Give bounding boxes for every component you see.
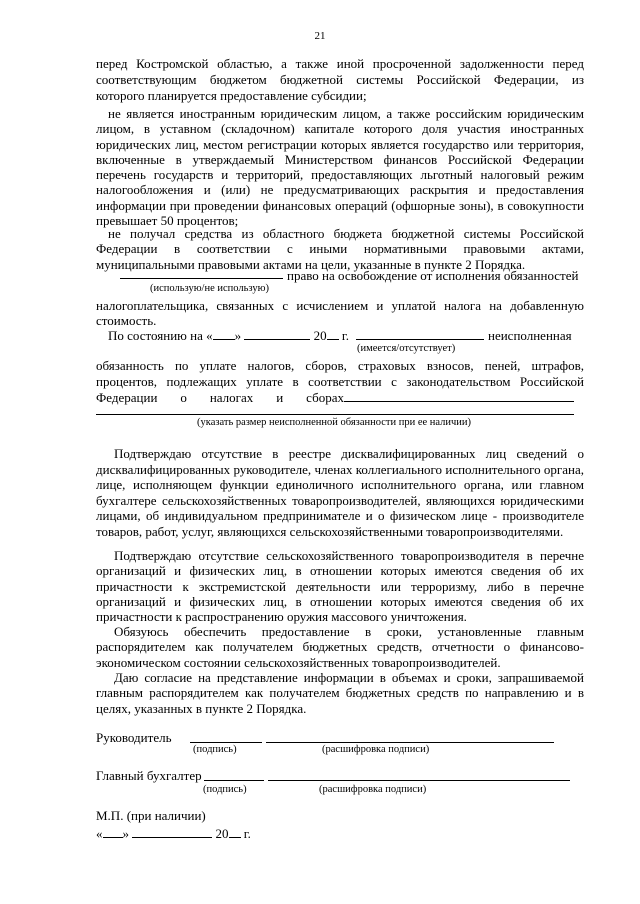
signature-date-open: «	[96, 826, 103, 841]
date-state-close: »	[234, 328, 242, 343]
signature-date-year: 20	[215, 826, 229, 841]
status-tail: неисполненная	[488, 328, 572, 343]
signature-date-day-blank	[103, 826, 123, 838]
page-number: 21	[314, 30, 326, 42]
obligation-blank-1	[344, 401, 574, 402]
signature-date-month-blank	[132, 826, 212, 838]
head-decode-line	[266, 742, 554, 743]
vat-exemption-rest: налогоплательщика, связанных с исчислением и уплатой налога на добавленную стоимость.	[96, 298, 584, 329]
stamp-label: М.П. (при наличии)	[96, 808, 206, 823]
paragraph-obligation: Обязуюсь обеспечить предоставление в сроки, установленные главным распорядителем как получателем бюджетных средств, отчетности о финансово-экономическом состоянии сельскохозяйственных товаропроизводителей.	[96, 624, 584, 670]
paragraph-disqualified: Подтверждаю отсутствие в реестре дисквалифицированных лиц сведений о дисквалифицированных руководителе, членах коллегиального исполнительного органа, лице, исполняющем функции единоличного исполнительного органа, или главном бухгалтере сельскохозяйственных товаропроизводителей, являющихся юридическими лицами, об индивидуальном предпринимателе и о физическом лице - производителе товаров, работ, услуг, являющихся сельскохозяйственными товаропроизводителями.	[96, 446, 584, 539]
head-decode-caption: (расшифровка подписи)	[322, 744, 430, 755]
accountant-decode-line	[268, 780, 570, 781]
accountant-label: Главный бухгалтер	[96, 768, 202, 783]
head-label: Руководитель	[96, 730, 172, 745]
status-blank	[356, 339, 484, 340]
signature-date	[96, 826, 251, 841]
obligation-line2: обязанность по уплате налогов, сборов, страховых взносов, пеней, штрафов,	[96, 358, 584, 373]
paragraph-consent: Даю согласие на представление информации в объемах и сроки, запрашиваемой главным распорядителем как получателем бюджетных средств по направлению и в целях, указанных в пункте 2 Порядка.	[96, 670, 584, 716]
date-state-prefix	[108, 328, 349, 343]
accountant-decode-caption: (расшифровка подписи)	[319, 784, 427, 795]
obligation-line4: Федерации о налогах и сборах	[96, 390, 344, 405]
accountant-sign-caption: (подпись)	[203, 784, 247, 795]
obligation-line3: процентов, подлежащих уплате в соответствии с законодательством Российской	[96, 374, 584, 389]
head-sign-line	[190, 742, 262, 743]
status-caption: (имеется/отсутствует)	[357, 343, 456, 354]
date-state-year-blank	[327, 328, 339, 340]
date-state-day-blank	[213, 328, 235, 340]
signature-date-g: г.	[243, 826, 251, 841]
date-state-open: По состоянию на «	[108, 328, 213, 343]
paragraph-debt-line1: перед Костромской областью, а также иной просроченной задолженности перед	[96, 56, 584, 71]
signature-date-close: »	[122, 826, 129, 841]
head-sign-caption: (подпись)	[193, 744, 237, 755]
paragraph-extremism: Подтверждаю отсутствие сельскохозяйственного товаропроизводителя в перечне организаций и физических лиц, в отношении которых имеются сведения об их причастности к экстремистской деятельности или терроризму, либо в перечне организаций и физических лиц, в отношении которых имеются сведения об их причастности к распространению оружия массового уничтожения.	[96, 548, 584, 625]
date-state-year: 20	[313, 328, 327, 343]
date-state-month-blank	[244, 328, 310, 340]
paragraph-debt-line2: соответствующим бюджетом бюджетной системы Российской Федерации, из	[96, 72, 584, 87]
paragraph-no-funds: не получал средства из областного бюджета бюджетной системы Российской Федерации в соответствии с иными нормативными правовыми актами, муниципальными правовыми актами на цели, указанные в пункте 2 Порядка.	[96, 226, 584, 272]
obligation-caption: (указать размер неисполненной обязанности при ее наличии)	[197, 417, 472, 428]
signature-date-year-blank	[229, 826, 241, 838]
date-state-g: г.	[341, 328, 349, 343]
paragraph-not-foreign: не является иностранным юридическим лицом, а также российским юридическим лицом, в уставном (складочном) капитале которого доля участия иностранных юридических лиц, местом регистрации которых является государство или территория, включенные в утверждаемый Министерством финансов Российской Федерации перечень государств и территорий, предоставляющих льготный налоговый режим налогообложения и (или) не предусматривающих раскрытия и предоставления информации при проведении финансовых операций (офшорные зоны), в совокупности превышает 50 процентов;	[96, 106, 584, 229]
vat-exemption-text: право на освобождение от исполнения обязанностей	[287, 268, 579, 283]
vat-exemption-blank	[120, 278, 283, 279]
paragraph-debt-line3: которого планируется предоставление субсидии;	[96, 88, 367, 103]
accountant-sign-line	[204, 780, 264, 781]
vat-exemption-caption: (использую/не использую)	[150, 283, 269, 294]
obligation-blank-2	[96, 414, 574, 415]
